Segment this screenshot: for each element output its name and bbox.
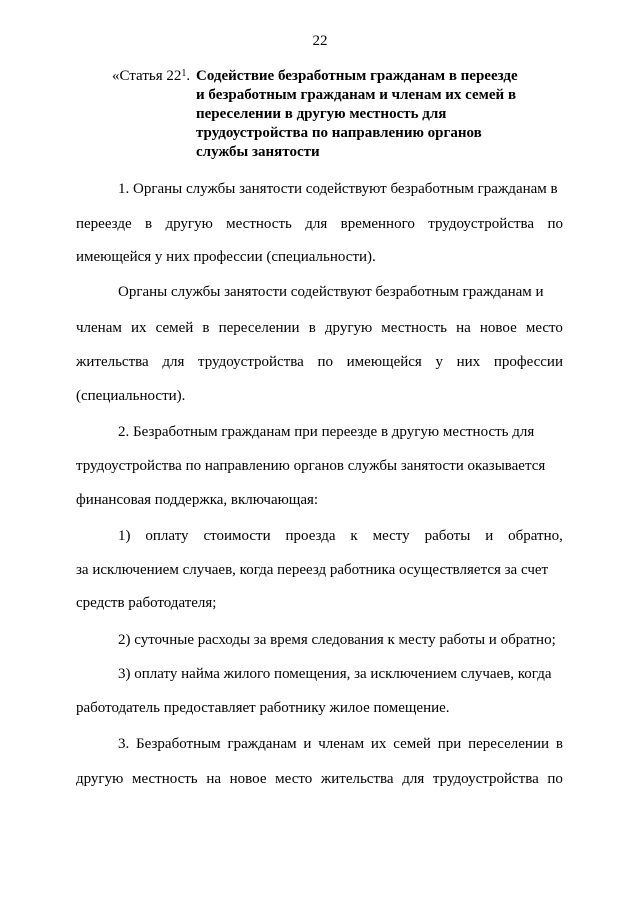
text-line	[76, 699, 450, 717]
text-line	[118, 423, 534, 441]
text-word: другую	[165, 216, 213, 232]
text-word: 1)	[118, 528, 131, 544]
text-line	[118, 665, 552, 683]
text-word: новое	[229, 771, 267, 787]
text-line	[118, 735, 563, 753]
article-title-line: трудоустройства по направлению органов	[196, 125, 482, 141]
text-word: в	[308, 320, 316, 336]
text-line	[76, 248, 376, 266]
text-word: по	[547, 771, 563, 787]
text-word: по	[317, 354, 334, 370]
text-word: новое	[479, 320, 517, 336]
text-line	[76, 491, 318, 509]
text-word: имеющейся у них профессии (специальности).	[76, 249, 376, 265]
text-word: для	[402, 771, 425, 787]
article-title-line: переселении в другую местность для	[196, 106, 447, 122]
text-word: средств работодателя;	[76, 595, 217, 611]
text-word: Безработным	[136, 736, 221, 752]
text-word: при	[437, 736, 462, 752]
text-word: 2) суточные расходы за время следования к месту работы и обратно;	[118, 632, 556, 648]
text-word: трудоустройства	[198, 354, 304, 370]
text-line	[76, 387, 185, 405]
text-line	[118, 283, 544, 301]
text-word: имеющейся	[346, 354, 422, 370]
text-word: место	[525, 320, 563, 336]
text-word: в	[555, 736, 563, 752]
text-word: за исключением случаев, когда переезд работника осуществляется за счет	[76, 562, 549, 578]
article-title-line: и безработным гражданам и членам их семей в	[196, 87, 517, 103]
text-word: трудоустройства	[432, 771, 539, 787]
text-line	[76, 594, 216, 612]
text-word: работодатель предоставляет работнику жилое помещение.	[76, 700, 450, 716]
text-word: 1. Органы службы занятости содействуют безработным гражданам в	[118, 181, 558, 197]
text-word: по	[547, 216, 563, 232]
text-line	[76, 770, 563, 788]
text-word: в	[145, 216, 153, 232]
text-word: для	[162, 354, 185, 370]
text-word: трудоустройства по направлению органов службы занятости оказывается	[76, 458, 546, 474]
text-word: местность	[131, 771, 198, 787]
text-word: местность	[381, 320, 447, 336]
text-word: 3.	[118, 736, 130, 752]
text-line	[118, 527, 563, 545]
text-word: для	[305, 216, 328, 232]
text-word: жительства	[76, 354, 149, 370]
text-word: на	[206, 771, 221, 787]
text-word: на	[456, 320, 471, 336]
page-number: 22	[312, 33, 328, 49]
text-word: и	[303, 736, 312, 752]
article-number-superscript: 1	[181, 68, 187, 79]
text-word: другую	[324, 320, 373, 336]
text-word: их	[370, 736, 387, 752]
text-line	[76, 319, 563, 337]
text-word: и	[485, 528, 494, 544]
text-word: (специальности).	[76, 388, 186, 404]
text-word: местность	[226, 216, 292, 232]
article-title-line: Содействие безработным гражданам в переезде	[196, 68, 518, 84]
text-word: членам	[318, 736, 365, 752]
article-number: «Статья $22^1$.	[112, 68, 191, 84]
text-word: месту	[372, 528, 410, 544]
text-word: финансовая поддержка, включающая:	[76, 492, 319, 508]
text-word: трудоустройства	[428, 216, 535, 232]
article-title-line: службы занятости	[196, 144, 320, 160]
text-word: Органы службы занятости содействуют безработным гражданам и	[118, 284, 544, 300]
text-word: проезда	[285, 528, 336, 544]
text-line	[76, 215, 563, 233]
text-word: членам	[76, 320, 122, 336]
text-line	[118, 631, 556, 649]
text-line	[76, 457, 545, 475]
text-word: у	[435, 354, 443, 370]
text-word: стоимости	[203, 528, 271, 544]
text-word: работы	[424, 528, 471, 544]
text-line	[76, 353, 563, 371]
text-line	[76, 561, 548, 579]
text-word: к	[350, 528, 358, 544]
text-word: семей	[393, 736, 431, 752]
text-word: обратно,	[508, 528, 563, 544]
text-word: переезде	[76, 216, 132, 232]
article-title	[196, 67, 566, 162]
text-word: семей	[155, 320, 194, 336]
text-word: их	[130, 320, 147, 336]
text-word: них	[456, 354, 481, 370]
text-word: другую	[76, 771, 124, 787]
text-word: 2. Безработным гражданам при переезде в другую местность для	[118, 424, 535, 440]
text-word: временного	[340, 216, 415, 232]
text-word: оплату	[145, 528, 189, 544]
text-word: переселении	[468, 736, 550, 752]
text-word: профессии	[493, 354, 563, 370]
text-word: 3) оплату найма жилого помещения, за исключением случаев, когда	[118, 666, 552, 682]
text-word: в	[202, 320, 210, 336]
text-word: жительства	[320, 771, 394, 787]
text-word: переселении	[218, 320, 300, 336]
text-line	[118, 180, 558, 198]
text-word: место	[275, 771, 313, 787]
text-word: гражданам	[227, 736, 297, 752]
